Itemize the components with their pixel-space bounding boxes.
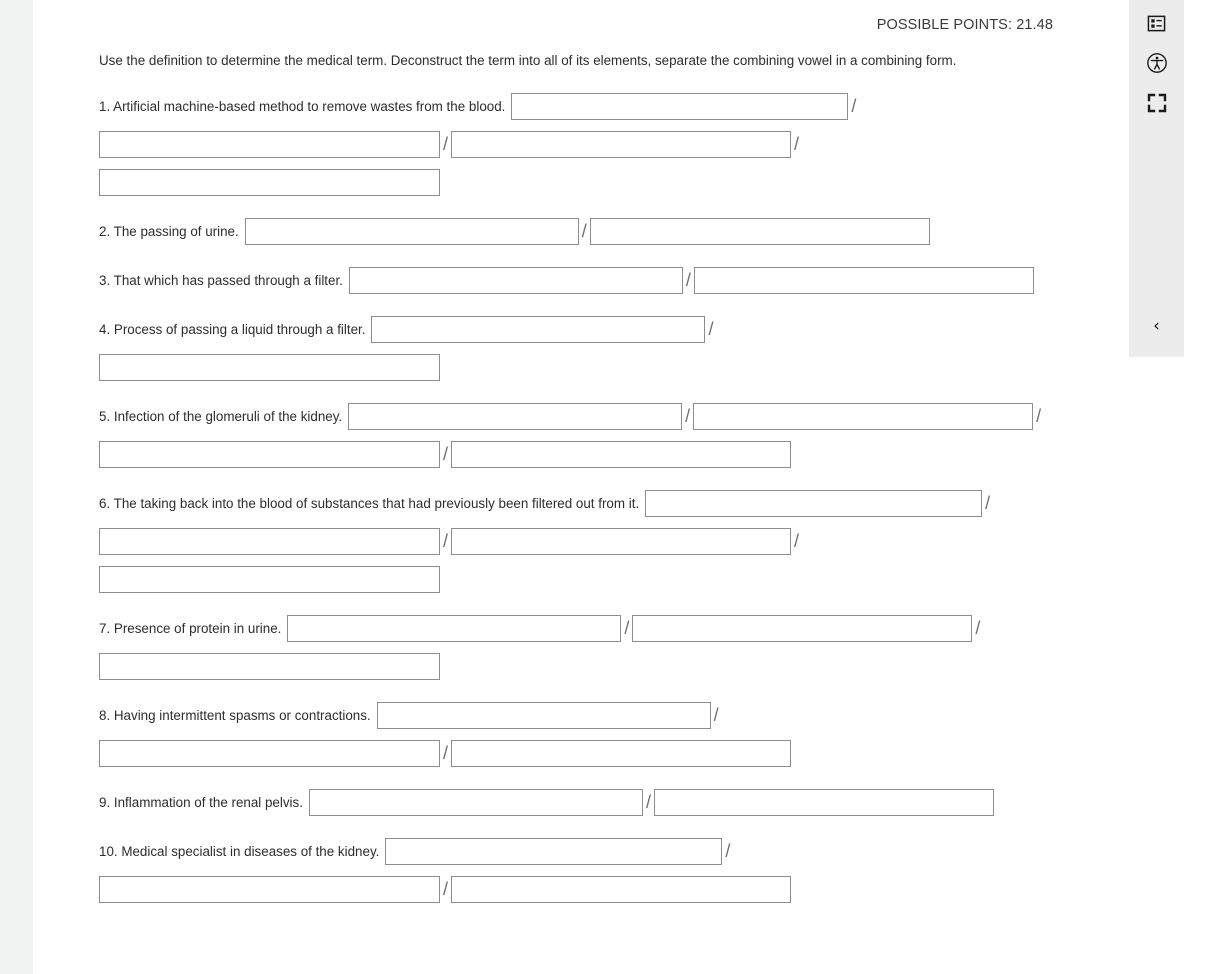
question-answer-row: [33, 740, 1129, 767]
question-prompt: 1. Artificial machine-based method to remove wastes from the blood.: [99, 99, 506, 114]
answer-input[interactable]: [349, 267, 683, 294]
question-answer-row: [33, 653, 1129, 680]
question-item: [33, 702, 1129, 767]
answer-blank-group: [99, 566, 440, 593]
question-prompt-row: [33, 702, 1129, 729]
element-separator-slash: /: [442, 879, 448, 899]
element-separator-slash: /: [442, 743, 448, 763]
answer-input[interactable]: [99, 566, 440, 593]
answer-input[interactable]: [309, 789, 643, 816]
answer-input[interactable]: [451, 131, 791, 158]
element-separator-slash: /: [581, 221, 587, 241]
assignment-content: [33, 0, 1129, 974]
question-prompt: 9. Inflammation of the renal pelvis.: [99, 795, 303, 810]
question-answer-row: [33, 566, 1129, 593]
answer-blank-group: [99, 876, 451, 903]
answer-blank-group: [694, 267, 1034, 294]
answer-blank-group: [385, 838, 733, 865]
question-prompt: 8. Having intermittent spasms or contractions.: [99, 708, 371, 723]
answer-input[interactable]: [99, 441, 440, 468]
question-prompt-row: [33, 789, 1129, 816]
question-prompt: 4. Process of passing a liquid through a filter.: [99, 322, 366, 337]
question-answer-row: [33, 169, 1129, 196]
answer-blank-group: [99, 131, 451, 158]
question-item: [33, 267, 1129, 294]
answer-blank-group: [511, 93, 859, 120]
answer-input[interactable]: [287, 615, 621, 642]
question-item: [33, 789, 1129, 816]
answer-blank-group: [654, 789, 994, 816]
answer-blank-group: [590, 218, 930, 245]
question-prompt-row: [33, 267, 1129, 294]
question-item: [33, 93, 1129, 196]
answer-input[interactable]: [371, 316, 705, 343]
question-answer-row: [33, 354, 1129, 381]
instructions-text: Use the definition to determine the medical term. Deconstruct the term into all of its elements, separate the combining vowel in a combining form.: [99, 53, 957, 68]
answer-blank-group: [99, 528, 451, 555]
element-separator-slash: /: [708, 319, 714, 339]
answer-blank-group: [451, 131, 802, 158]
element-separator-slash: /: [624, 618, 630, 638]
possible-points-label: POSSIBLE POINTS: 21.48: [876, 17, 1053, 33]
element-separator-slash: /: [793, 134, 799, 154]
answer-input[interactable]: [645, 490, 982, 517]
answer-input[interactable]: [245, 218, 579, 245]
answer-blank-group: [377, 702, 722, 729]
question-item: [33, 218, 1129, 245]
answer-input[interactable]: [377, 702, 711, 729]
answer-blank-group: [371, 316, 716, 343]
question-prompt-row: [33, 93, 1129, 120]
question-prompt: 6. The taking back into the blood of substances that had previously been filtered out from it.: [99, 496, 640, 511]
answer-blank-group: [99, 169, 440, 196]
question-answer-row: [33, 131, 1129, 158]
accessibility-icon[interactable]: [1137, 43, 1177, 83]
answer-input[interactable]: [590, 218, 930, 245]
answer-blank-group: [99, 354, 440, 381]
question-answer-row: [33, 528, 1129, 555]
answer-blank-group: [632, 615, 983, 642]
question-prompt: 5. Infection of the glomeruli of the kidney.: [99, 409, 343, 424]
question-list-icon[interactable]: [1137, 3, 1177, 43]
question-prompt: 7. Presence of protein in urine.: [99, 621, 282, 636]
element-separator-slash: /: [442, 444, 448, 464]
question-item: [33, 838, 1129, 903]
question-item: [33, 490, 1129, 593]
tool-rail: [1129, 0, 1184, 357]
question-prompt-row: [33, 316, 1129, 343]
answer-input[interactable]: [99, 876, 440, 903]
answer-input[interactable]: [451, 876, 791, 903]
answer-input[interactable]: [99, 740, 440, 767]
answer-blank-group: [309, 789, 654, 816]
answer-blank-group: [349, 267, 694, 294]
question-answer-row: [33, 876, 1129, 903]
element-separator-slash: /: [645, 792, 651, 812]
question-prompt-row: [33, 838, 1129, 865]
answer-input[interactable]: [451, 441, 791, 468]
answer-input[interactable]: [694, 267, 1034, 294]
answer-blank-group: [99, 653, 440, 680]
question-prompt: 10. Medical specialist in diseases of the kidney.: [99, 844, 380, 859]
answer-blank-group: [451, 740, 791, 767]
answer-input[interactable]: [693, 403, 1033, 430]
element-separator-slash: /: [1036, 406, 1042, 426]
question-prompt-row: [33, 490, 1129, 517]
question-prompt-row: [33, 615, 1129, 642]
answer-input[interactable]: [99, 354, 440, 381]
answer-input[interactable]: [99, 528, 440, 555]
answer-blank-group: [451, 441, 791, 468]
element-separator-slash: /: [851, 96, 857, 116]
fullscreen-icon[interactable]: [1137, 83, 1177, 123]
question-answer-row: [33, 441, 1129, 468]
answer-input[interactable]: [99, 169, 440, 196]
collapse-panel-chevron-icon[interactable]: ‹: [1153, 315, 1160, 336]
element-separator-slash: /: [725, 841, 731, 861]
question-item: [33, 403, 1129, 468]
element-separator-slash: /: [975, 618, 981, 638]
question-item: [33, 316, 1129, 381]
question-prompt-row: [33, 403, 1129, 430]
answer-blank-group: [451, 876, 791, 903]
answer-blank-group: [287, 615, 632, 642]
answer-blank-group: [245, 218, 590, 245]
answer-input[interactable]: [451, 740, 791, 767]
answer-blank-group: [645, 490, 993, 517]
question-prompt: 3. That which has passed through a filter.: [99, 273, 343, 288]
element-separator-slash: /: [442, 531, 448, 551]
element-separator-slash: /: [685, 406, 691, 426]
answer-input[interactable]: [654, 789, 994, 816]
answer-input[interactable]: [632, 615, 972, 642]
question-prompt: 2. The passing of urine.: [99, 224, 239, 239]
answer-input[interactable]: [99, 131, 440, 158]
answer-input[interactable]: [385, 838, 722, 865]
answer-blank-group: [99, 740, 451, 767]
left-gutter: [0, 0, 33, 974]
question-item: [33, 615, 1129, 680]
answer-blank-group: [451, 528, 802, 555]
answer-blank-group: [693, 403, 1044, 430]
answer-blank-group: [99, 441, 451, 468]
element-separator-slash: /: [442, 134, 448, 154]
element-separator-slash: /: [685, 270, 691, 290]
answer-input[interactable]: [99, 653, 440, 680]
element-separator-slash: /: [793, 531, 799, 551]
answer-input[interactable]: [451, 528, 791, 555]
answer-input[interactable]: [348, 403, 682, 430]
answer-input[interactable]: [511, 93, 848, 120]
answer-blank-group: [348, 403, 693, 430]
question-prompt-row: [33, 218, 1129, 245]
element-separator-slash: /: [985, 493, 991, 513]
element-separator-slash: /: [713, 705, 719, 725]
question-list: [33, 93, 1129, 925]
